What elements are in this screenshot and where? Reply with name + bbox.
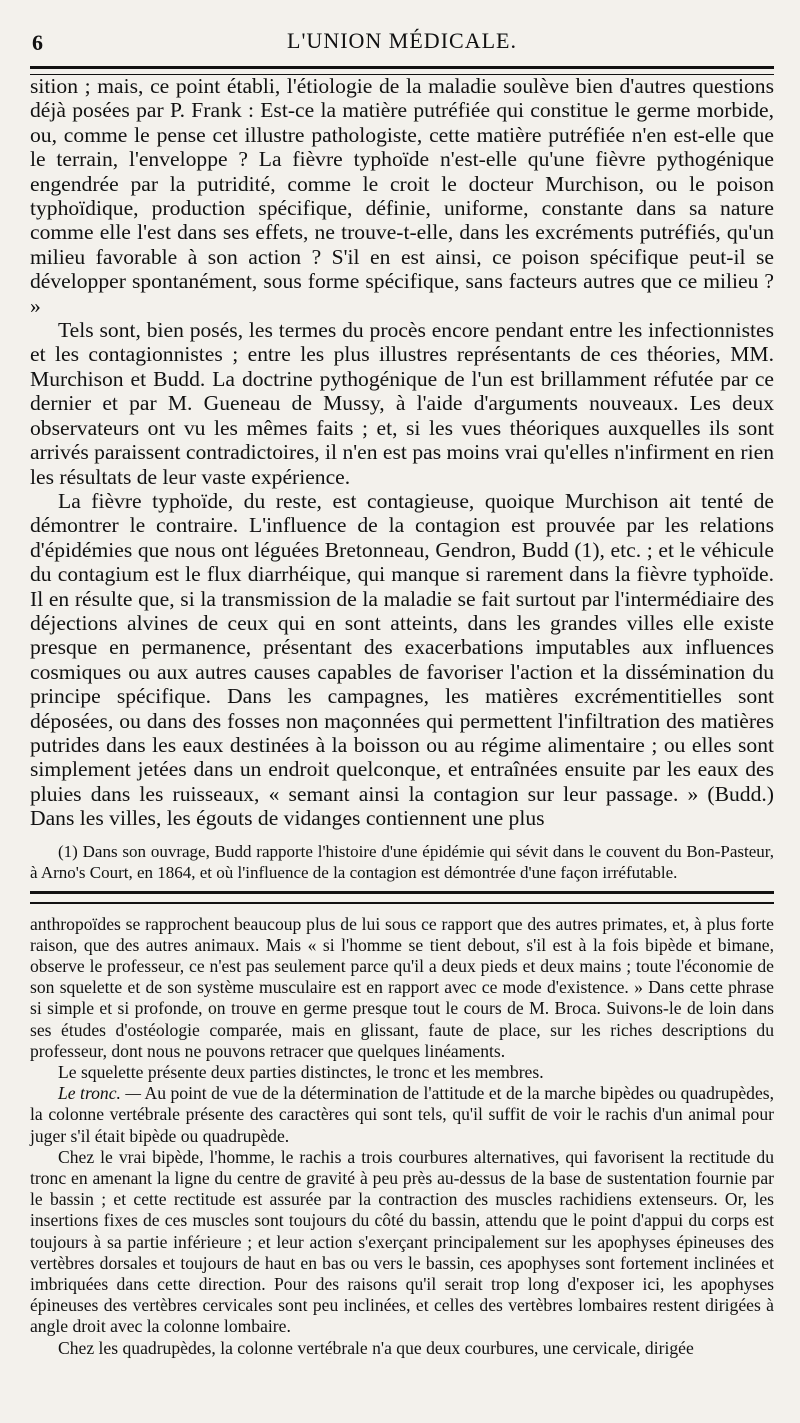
page-number: 6 [32,30,43,55]
lower-paragraph-2: Le squelette présente deux parties distinctes, le tronc et les membres. [58,1062,544,1083]
header-rule [30,66,774,75]
upper-paragraph-3: La fièvre typhoïde, du reste, est contagieuse, quoique Murchison ait tenté de démontrer le contraire. L'influence de la contagion est prouvée par les relations d'épidémies que nous ont léguées Bretonneau, Gendron, Budd (1), etc. ; et le véhicule du contagium est le flux diarrhéique, qui manque si rarement dans la fièvre typhoïde. Il en résulte que, si la transmission de la maladie se fait surtout par l'intermédiaire des déjections alvines de ceux qui en sont atteints, dans les grandes villes elle existe presque en permanence, présentant des exacerbations imputables aux influences cosmiques ou aux autres causes capables de favoriser l'action et la dissémination du principe spécifique. Dans les campagnes, les matières excrémentitielles sont déposées, ou dans des fosses non maçonnées qui permettent l'infiltration des matières putrides dans les eaux destinées à la boisson ou au régime alimentaire ; ou elles sont simplement jetées dans un endroit quelconque, et entraînées ensuite par les eaux des pluies dans les ruisseaux, « semant ainsi la contagion sur leur passage. » (Budd.) Dans les villes, les égouts de vidanges contiennent une plus [30,488,774,831]
lower-paragraph-3 [30,1083,774,1147]
lower-paragraph-5: Chez les quadrupèdes, la colonne vertébrale n'a que deux courbures, une cervicale, dirigée [58,1337,694,1358]
page-header [30,0,774,62]
upper-article [30,74,774,831]
lower-article [30,914,774,1359]
journal-title: L'UNION MÉDICALE. [287,28,517,53]
lower-paragraph-4: Chez le vrai bipède, l'homme, le rachis a trois courbures alternatives, qui favorisent la rectitude du tronc en amenant la ligne du centre de gravité à peu près au-dessus de la base de sustentation fournie par le bassin ; et cette rectitude est assurée par la contraction des muscles rachidiens extenseurs. Or, les insertions fixes de ces muscles sont toujours du côté du bassin, attendu que le point d'appui du corps est toujours à sa partie inférieure ; et leur action s'exerçant principalement sur les apophyses épineuses des vertèbres dorsales et toujours de haut en bas ou vers le bassin, ces apophyses sont fortement inclinées et imbriquées dans cette direction. Pour des raisons qu'il serait trop long d'exposer ici, les apophyses épineuses des vertèbres cervicales sont peu inclinées, et celles des vertèbres lombaires restent dirigées à angle droit avec la colonne lombaire. [30,1146,774,1337]
footnote: (1) Dans son ouvrage, Budd rapporte l'histoire d'une épidémie qui sévit dans le couvent du Bon-Pasteur, à Arno's Court, en 1864, et où l'influence de la contagion est démontrée d'une façon irréfutable. [30,841,774,882]
tronc-label: Le tronc. — [58,1083,142,1104]
upper-paragraph-2: Tels sont, bien posés, les termes du procès encore pendant entre les infectionnistes et les contagionnistes ; entre les plus illustres représentants de ces théories, MM. Murchison et Budd. La doctrine pythogénique de l'un est brillamment réfutée par ce dernier et par M. Gueneau de Mussy, à l'aide d'arguments nouveaux. Les deux observateurs ont vu les mêmes faits ; et, si les vues théoriques auxquelles ils sont arrivés paraissent contradictoires, il n'en est pas moins vrai qu'elles n'infirment en rien les résultats de leur vaste expérience. [30,318,774,489]
lower-paragraph-1: anthropoïdes se rapprochent beaucoup plus de lui sous ce rapport que des autres primates, et, à plus forte raison, que des autres animaux. Mais « si l'homme se tient debout, s'il est à la fois bipède et bimane, observe le professeur, ce n'est pas seulement parce qu'il a deux pieds et deux mains ; toute l'économie de son squelette et de son système musculaire est en rapport avec ce mode d'existence. » Dans cette phrase si simple et si profonde, on trouve en germe presque tout le cours de M. Broca. Suivons-le de loin dans ses études d'ostéologie comparée, mais en glissant, faute de place, sur les riches descriptions du professeur, dont nous ne pouvons retracer que quelques linéaments. [30,913,774,1061]
upper-paragraph-1: sition ; mais, ce point établi, l'étiologie de la maladie soulève bien d'autres questions déjà posées par P. Frank : Est-ce la matière putréfiée qui constitue le germe morbide, ou, comme le pense cet illustre pathologiste, cette matière putréfiée n'en est-elle que le terrain, l'enveloppe ? La fièvre typhoïde n'est-elle qu'une fièvre pythogénique engendrée par la putridité, comme le croit le docteur Murchison, ou le poison typhoïdique, production spécifique, définie, uniforme, constante dans sa nature comme elle l'est dans ses effets, ne trouve-t-elle, dans les excréments putréfiés, qu'un milieu favorable à son action ? S'il en est ainsi, ce poison spécifique peut-il se développer spontanément, sous forme spécifique, sans facteurs autres que ce milieu ? » [30,74,774,318]
section-divider [30,891,774,904]
lower-paragraph-3-text: Au point de vue de la détermination de l'attitude et de la marche bipèdes ou quadrupèdes, la colonne vertébrale présente des caractères qui sont tels, qu'il suffit de voir le rachis d'un animal pour juger s'il était bipède ou quadrupède. [30,1083,774,1146]
